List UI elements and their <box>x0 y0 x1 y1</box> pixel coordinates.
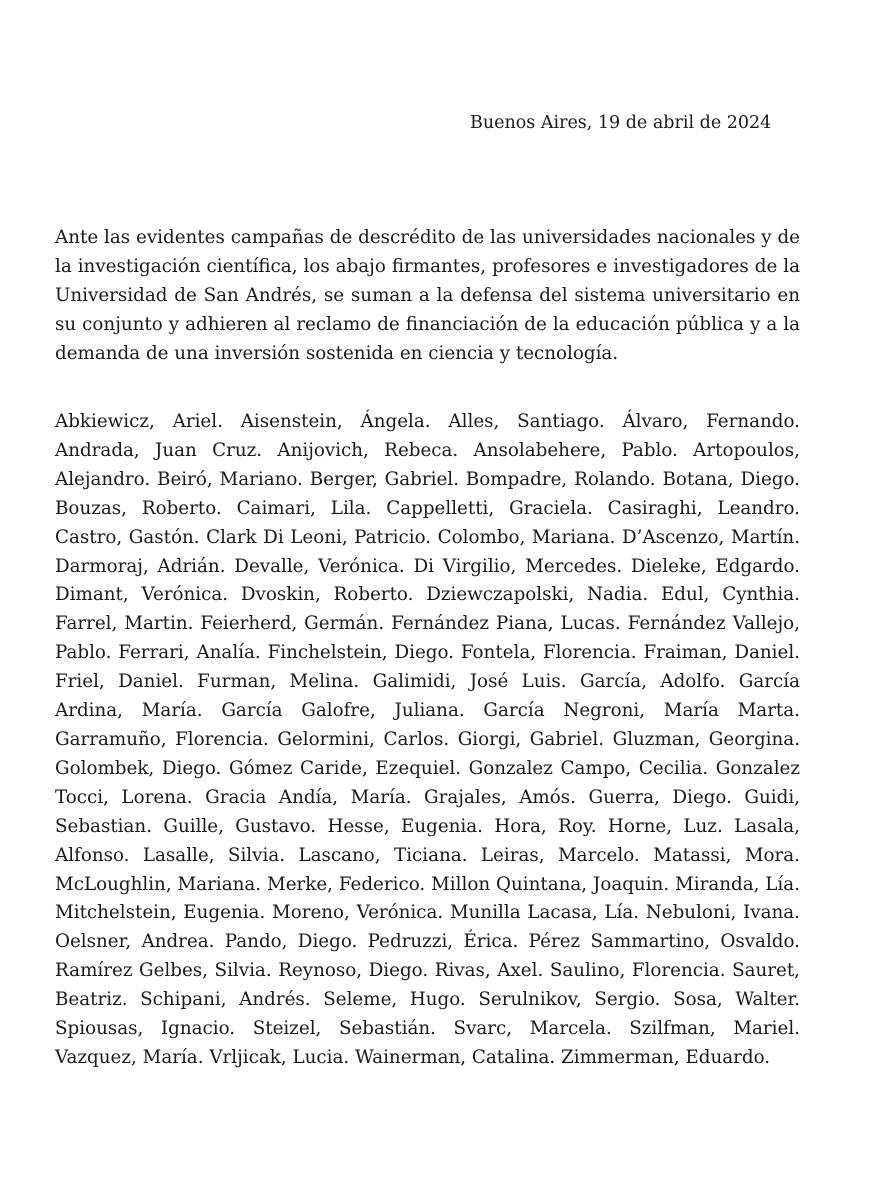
date-line: Buenos Aires, 19 de abril de 2024 <box>470 113 772 133</box>
signatories-list: Abkiewicz, Ariel. Aisenstein, Ángela. Alles, Santiago. Álvaro, Fernando. Andrada, Juan Cruz. Anijovich, Rebeca. Ansolabehere, Pablo. Artopoulos, Alejandro. Beiró, Mariano. Berger, Gabriel. Bompadre, Rolando. Botana, Diego. Bouzas, Roberto. Caimari, Lila. Cappelletti, Graciela. Casiraghi, Leandro. Castro, Gastón. Clark Di Leoni, Patricio. Colombo, Mariana. D’Ascenzo, Martín. Darmoraj, Adrián. Devalle, Verónica. Di Virgilio, Mercedes. Dieleke, Edgardo. Dimant, Verónica. Dvoskin, Roberto. Dziewczapolski, Nadia. Edul, Cynthia. Farrel, Martin. Feierherd, Germán. Fernández Piana, Lucas. Fernández Vallejo, Pablo. Ferrari, Analía. Finchelstein, Diego. Fontela, Florencia. Fraiman, Daniel. Friel, Daniel. Furman, Melina. Galimidi, José Luis. García, Adolfo. García Ardina, María. García Galofre, Juliana. García Negroni, María Marta. Garramuño, Florencia. Gelormini, Carlos. Giorgi, Gabriel. Gluzman, Georgina. Golombek, Diego. Gómez Caride, Ezequiel. Gonzalez Campo, Cecilia. Gonzalez Tocci, Lorena. Gracia Andía, María. Grajales, Amós. Guerra, Diego. Guidi, Sebastian. Guille, Gustavo. Hesse, Eugenia. Hora, Roy. Horne, Luz. Lasala, Alfonso. Lasalle, Silvia. Lascano, Ticiana. Leiras, Marcelo. Matassi, Mora. McLoughlin, Mariana. Merke, Federico. Millon Quintana, Joaquin. Miranda, Lía. Mitchelstein, Eugenia. Moreno, Verónica. Munilla Lacasa, Lía. Nebuloni, Ivana. Oelsner, Andrea. Pando, Diego. Pedruzzi, Érica. Pérez Sammartino, Osvaldo. Ramírez Gelbes, Silvia. Reynoso, Diego. Rivas, Axel. Saulino, Florencia. Sauret, Beatriz. Schipani, Andrés. Seleme, Hugo. Serulnikov, Sergio. Sosa, Walter. Spiousas, Ignacio. Steizel, Sebastián. Svarc, Marcela. Szilfman, Mariel. Vazquez, María. Vrljicak, Lucia. Wainerman, Catalina. Zimmerman, Eduardo. <box>55 411 800 1068</box>
intro-paragraph: Ante las evidentes campañas de descrédito de las universidades nacionales y de la investigación científica, los abajo firmantes, profesores e investigadores de la Universidad de San Andrés, se suman a la defensa del sistema universitario en su conjunto y adhieren al reclamo de financiación de la educación pública y a la demanda de una inversión sostenida en ciencia y tecnología. <box>55 227 800 364</box>
